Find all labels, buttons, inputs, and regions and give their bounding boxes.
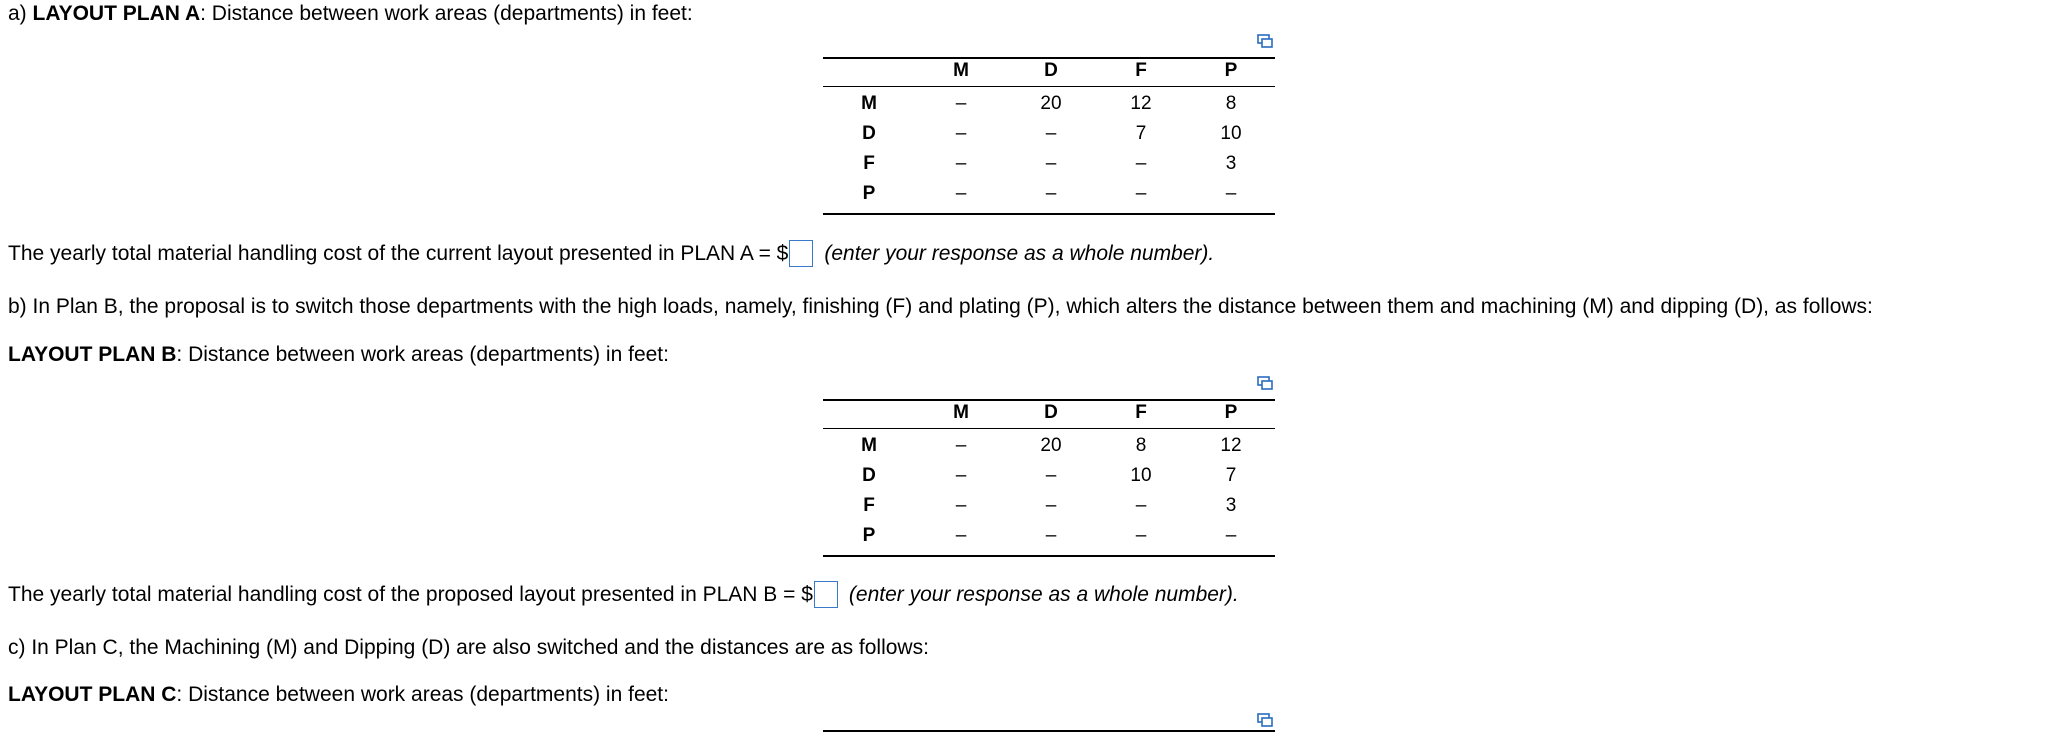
plan-b-distance-table (823, 372, 1275, 562)
table-cell: – (1135, 495, 1147, 516)
row-header: D (862, 465, 876, 486)
table-cell: – (1045, 465, 1057, 486)
plan-a-distance-table (823, 30, 1275, 220)
table-cell: 12 (1220, 435, 1242, 456)
table-cell: – (955, 183, 967, 204)
col-header: D (1044, 402, 1058, 423)
table-cell: 7 (1135, 123, 1147, 144)
table-cell: – (1225, 183, 1237, 204)
table-cell: – (1045, 183, 1057, 204)
col-header: M (953, 60, 969, 81)
table-cell: – (955, 465, 967, 486)
plan-b-intro: b) In Plan B, the proposal is to switch those departments with the high loads, namely, finishing (F) and plating (P), which alters the distance between them and machining (M) and dipping (D), as follows: (8, 295, 1873, 318)
plan-b-cost-line (8, 581, 1239, 608)
table-cell: – (955, 435, 967, 456)
table-cell: 8 (1225, 93, 1237, 114)
plan-a-heading (8, 2, 693, 26)
table-cell: 10 (1130, 465, 1152, 486)
table-cell: 3 (1225, 495, 1237, 516)
table-cell: 8 (1135, 435, 1147, 456)
plan-b-rest: : Distance between work areas (departments) in feet: (176, 343, 669, 366)
table-cell: – (1135, 525, 1147, 546)
table-cell: – (1045, 123, 1057, 144)
table-top-rule (823, 399, 1275, 401)
table-bottom-rule (823, 213, 1275, 215)
table-cell: 3 (1225, 153, 1237, 174)
table-cell: – (955, 525, 967, 546)
table-cell: – (1045, 153, 1057, 174)
row-header: D (862, 123, 876, 144)
col-header: M (953, 402, 969, 423)
table-cell: 20 (1040, 435, 1062, 456)
plan-a-cost-input[interactable] (789, 240, 813, 267)
plan-c-heading (8, 683, 669, 707)
table-cell: – (955, 153, 967, 174)
table-cell: – (1135, 153, 1147, 174)
table-cell: 20 (1040, 93, 1062, 114)
table-cell: – (955, 93, 967, 114)
row-header: M (861, 435, 877, 456)
plan-b-cost-input[interactable] (814, 581, 838, 608)
copy-table-icon[interactable] (1257, 376, 1273, 390)
col-header: F (1135, 402, 1147, 423)
copy-table-icon[interactable] (1257, 34, 1273, 48)
plan-c-intro: c) In Plan C, the Machining (M) and Dipping (D) are also switched and the distances are as follows: (8, 636, 929, 659)
table-header-rule (823, 86, 1275, 87)
table-top-rule (823, 730, 1275, 732)
row-header: M (861, 93, 877, 114)
table-cell: – (1045, 495, 1057, 516)
table-cell: – (1135, 183, 1147, 204)
plan-a-cost-text: The yearly total material handling cost of the current layout presented in PLAN A = $ (8, 242, 789, 265)
plan-a-rest: : Distance between work areas (departments) in feet: (200, 2, 693, 25)
plan-c-distance-table (823, 712, 1275, 733)
table-header-rule (823, 428, 1275, 429)
table-bottom-rule (823, 555, 1275, 557)
row-header: F (863, 153, 875, 174)
col-header: P (1224, 402, 1238, 423)
col-header: D (1044, 60, 1058, 81)
table-cell: 12 (1130, 93, 1152, 114)
table-cell: 7 (1225, 465, 1237, 486)
plan-c-rest: : Distance between work areas (departments) in feet: (176, 683, 669, 706)
table-cell: – (955, 123, 967, 144)
plan-a-cost-line (8, 240, 1214, 267)
table-cell: – (1225, 525, 1237, 546)
row-header: P (862, 525, 876, 546)
plan-c-label: LAYOUT PLAN C (8, 683, 177, 706)
copy-table-icon[interactable] (1257, 713, 1273, 727)
plan-a-cost-note: (enter your response as a whole number). (824, 242, 1215, 265)
table-cell: 10 (1220, 123, 1242, 144)
table-cell: – (1045, 525, 1057, 546)
table-top-rule (823, 57, 1275, 59)
plan-a-label: LAYOUT PLAN A (32, 2, 201, 25)
table-cell: – (955, 495, 967, 516)
plan-b-cost-note: (enter your response as a whole number). (848, 583, 1239, 606)
plan-b-heading (8, 343, 669, 367)
plan-b-label: LAYOUT PLAN B (8, 343, 177, 366)
row-header: F (863, 495, 875, 516)
col-header: F (1135, 60, 1147, 81)
plan-a-prefix: a) (8, 2, 33, 25)
col-header: P (1224, 60, 1238, 81)
plan-b-cost-text: The yearly total material handling cost of the proposed layout presented in PLAN B = $ (8, 583, 813, 606)
row-header: P (862, 183, 876, 204)
